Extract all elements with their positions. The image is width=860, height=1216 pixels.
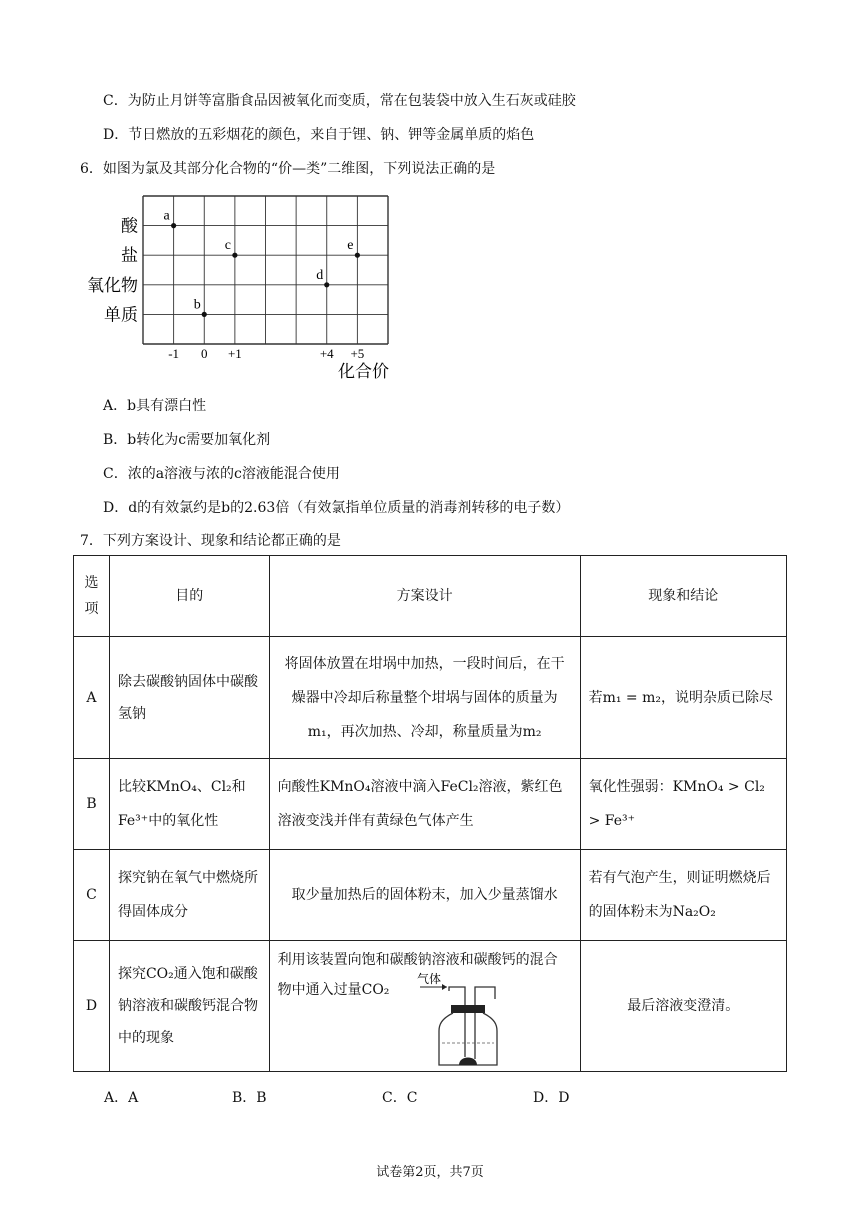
row-key: C: [74, 850, 110, 941]
table-row: [74, 637, 787, 759]
q5-option-d: D．节日燃放的五彩烟花的颜色，来自于锂、钠、钾等金属单质的焰色: [103, 127, 535, 143]
q6-option-d: D．d的有效氯约是b的2.63倍（有效氯指单位质量的消毒剂转移的电子数）: [103, 500, 570, 516]
row-design: 取少量加热后的固体粉末，加入少量蒸馏水: [269, 850, 580, 941]
table-row: [74, 941, 787, 1072]
q6-stem: 6．如图为氯及其部分化合物的“价—类”二维图，下列说法正确的是: [80, 161, 496, 177]
header-purpose: 目的: [109, 556, 269, 637]
row-design: 将固体放置在坩埚中加热，一段时间后，在干燥器中冷却后称量整个坩埚与固体的质量为m₁，再次加热、冷却，称量质量为m₂: [269, 637, 580, 759]
q7-table: [73, 555, 787, 1072]
x-tick-label: -1: [168, 346, 180, 361]
table-row: [74, 759, 787, 850]
x-axis-label: 化合价: [338, 362, 389, 381]
x-tick-label: +5: [350, 346, 365, 361]
point-e: [355, 253, 360, 258]
chart-points: [164, 209, 360, 317]
row-label: 盐: [121, 246, 138, 266]
row-design: [269, 941, 580, 1072]
header-result: 现象和结论: [580, 556, 786, 637]
page-footer: 试卷第2页，共7页: [376, 1165, 484, 1180]
row-label: 酸: [121, 216, 138, 236]
header-option: 选项: [74, 556, 110, 637]
point-c: [232, 253, 237, 258]
table-header-row: [74, 556, 787, 637]
header-design: 方案设计: [269, 556, 580, 637]
row-result: 若有气泡产生，则证明燃烧后的固体粉末为Na₂O₂: [580, 850, 786, 941]
row-key: D: [74, 941, 110, 1072]
point-label-c: c: [224, 238, 231, 254]
answer-choice: C．C: [382, 1090, 418, 1106]
row-design-text: 利用该装置向饱和碳酸钠溶液和碳酸钙的混合物中通入过量CO₂: [277, 952, 558, 998]
x-tick-label: 0: [201, 346, 208, 361]
q6-option-c: C．浓的a溶液与浓的c溶液能混合使用: [103, 466, 340, 482]
gas-bottle-apparatus-icon: [415, 969, 525, 1069]
q6-option-b: B．b转化为c需要加氧化剂: [103, 432, 271, 448]
x-tick-label: +4: [319, 346, 334, 361]
chart-x-ticks: [168, 346, 364, 361]
row-label: 单质: [104, 305, 138, 325]
q6-option-a: A．b具有漂白性: [103, 398, 207, 414]
row-result: 最后溶液变澄清。: [580, 941, 786, 1072]
q5-option-c: C．为防止月饼等富脂食品因被氧化而变质，常在包装袋中放入生石灰或硅胶: [103, 93, 576, 109]
point-d: [324, 282, 329, 287]
row-label: 氧化物: [87, 275, 138, 295]
point-label-d: d: [316, 267, 324, 283]
point-label-b: b: [193, 297, 201, 313]
answer-choice: A．A: [104, 1090, 139, 1106]
x-tick-label: +1: [227, 346, 242, 361]
row-key: B: [74, 759, 110, 850]
row-design: 向酸性KMnO₄溶液中滴入FeCl₂溶液，紫红色溶液变浅并伴有黄绿色气体产生: [269, 759, 580, 850]
point-label-e: e: [347, 238, 354, 254]
apparatus-gas-label: 气体: [416, 972, 441, 986]
row-result: 若m₁ = m₂，说明杂质已除尽: [580, 637, 786, 759]
chart-grid: [143, 196, 388, 344]
row-purpose: 探究钠在氧气中燃烧所得固体成分: [109, 850, 269, 941]
point-a: [171, 223, 176, 228]
row-purpose: 探究CO₂通入饱和碳酸钠溶液和碳酸钙混合物中的现象: [109, 941, 269, 1072]
row-purpose: 比较KMnO₄、Cl₂和Fe³⁺中的氧化性: [109, 759, 269, 850]
row-result: 氧化性强弱：KMnO₄ > Cl₂ > Fe³⁺: [580, 759, 786, 850]
chart-row-labels: [87, 217, 139, 325]
answer-choice: B．B: [232, 1090, 267, 1106]
q7-stem: 7．下列方案设计、现象和结论都正确的是: [80, 533, 341, 549]
row-purpose: 除去碳酸钠固体中碳酸氢钠: [109, 637, 269, 759]
point-label-a: a: [163, 208, 170, 224]
answer-choice: D．D: [533, 1090, 570, 1106]
valence-class-chart: [80, 186, 410, 386]
table-row: [74, 850, 787, 941]
row-key: A: [74, 637, 110, 759]
point-b: [202, 312, 207, 317]
